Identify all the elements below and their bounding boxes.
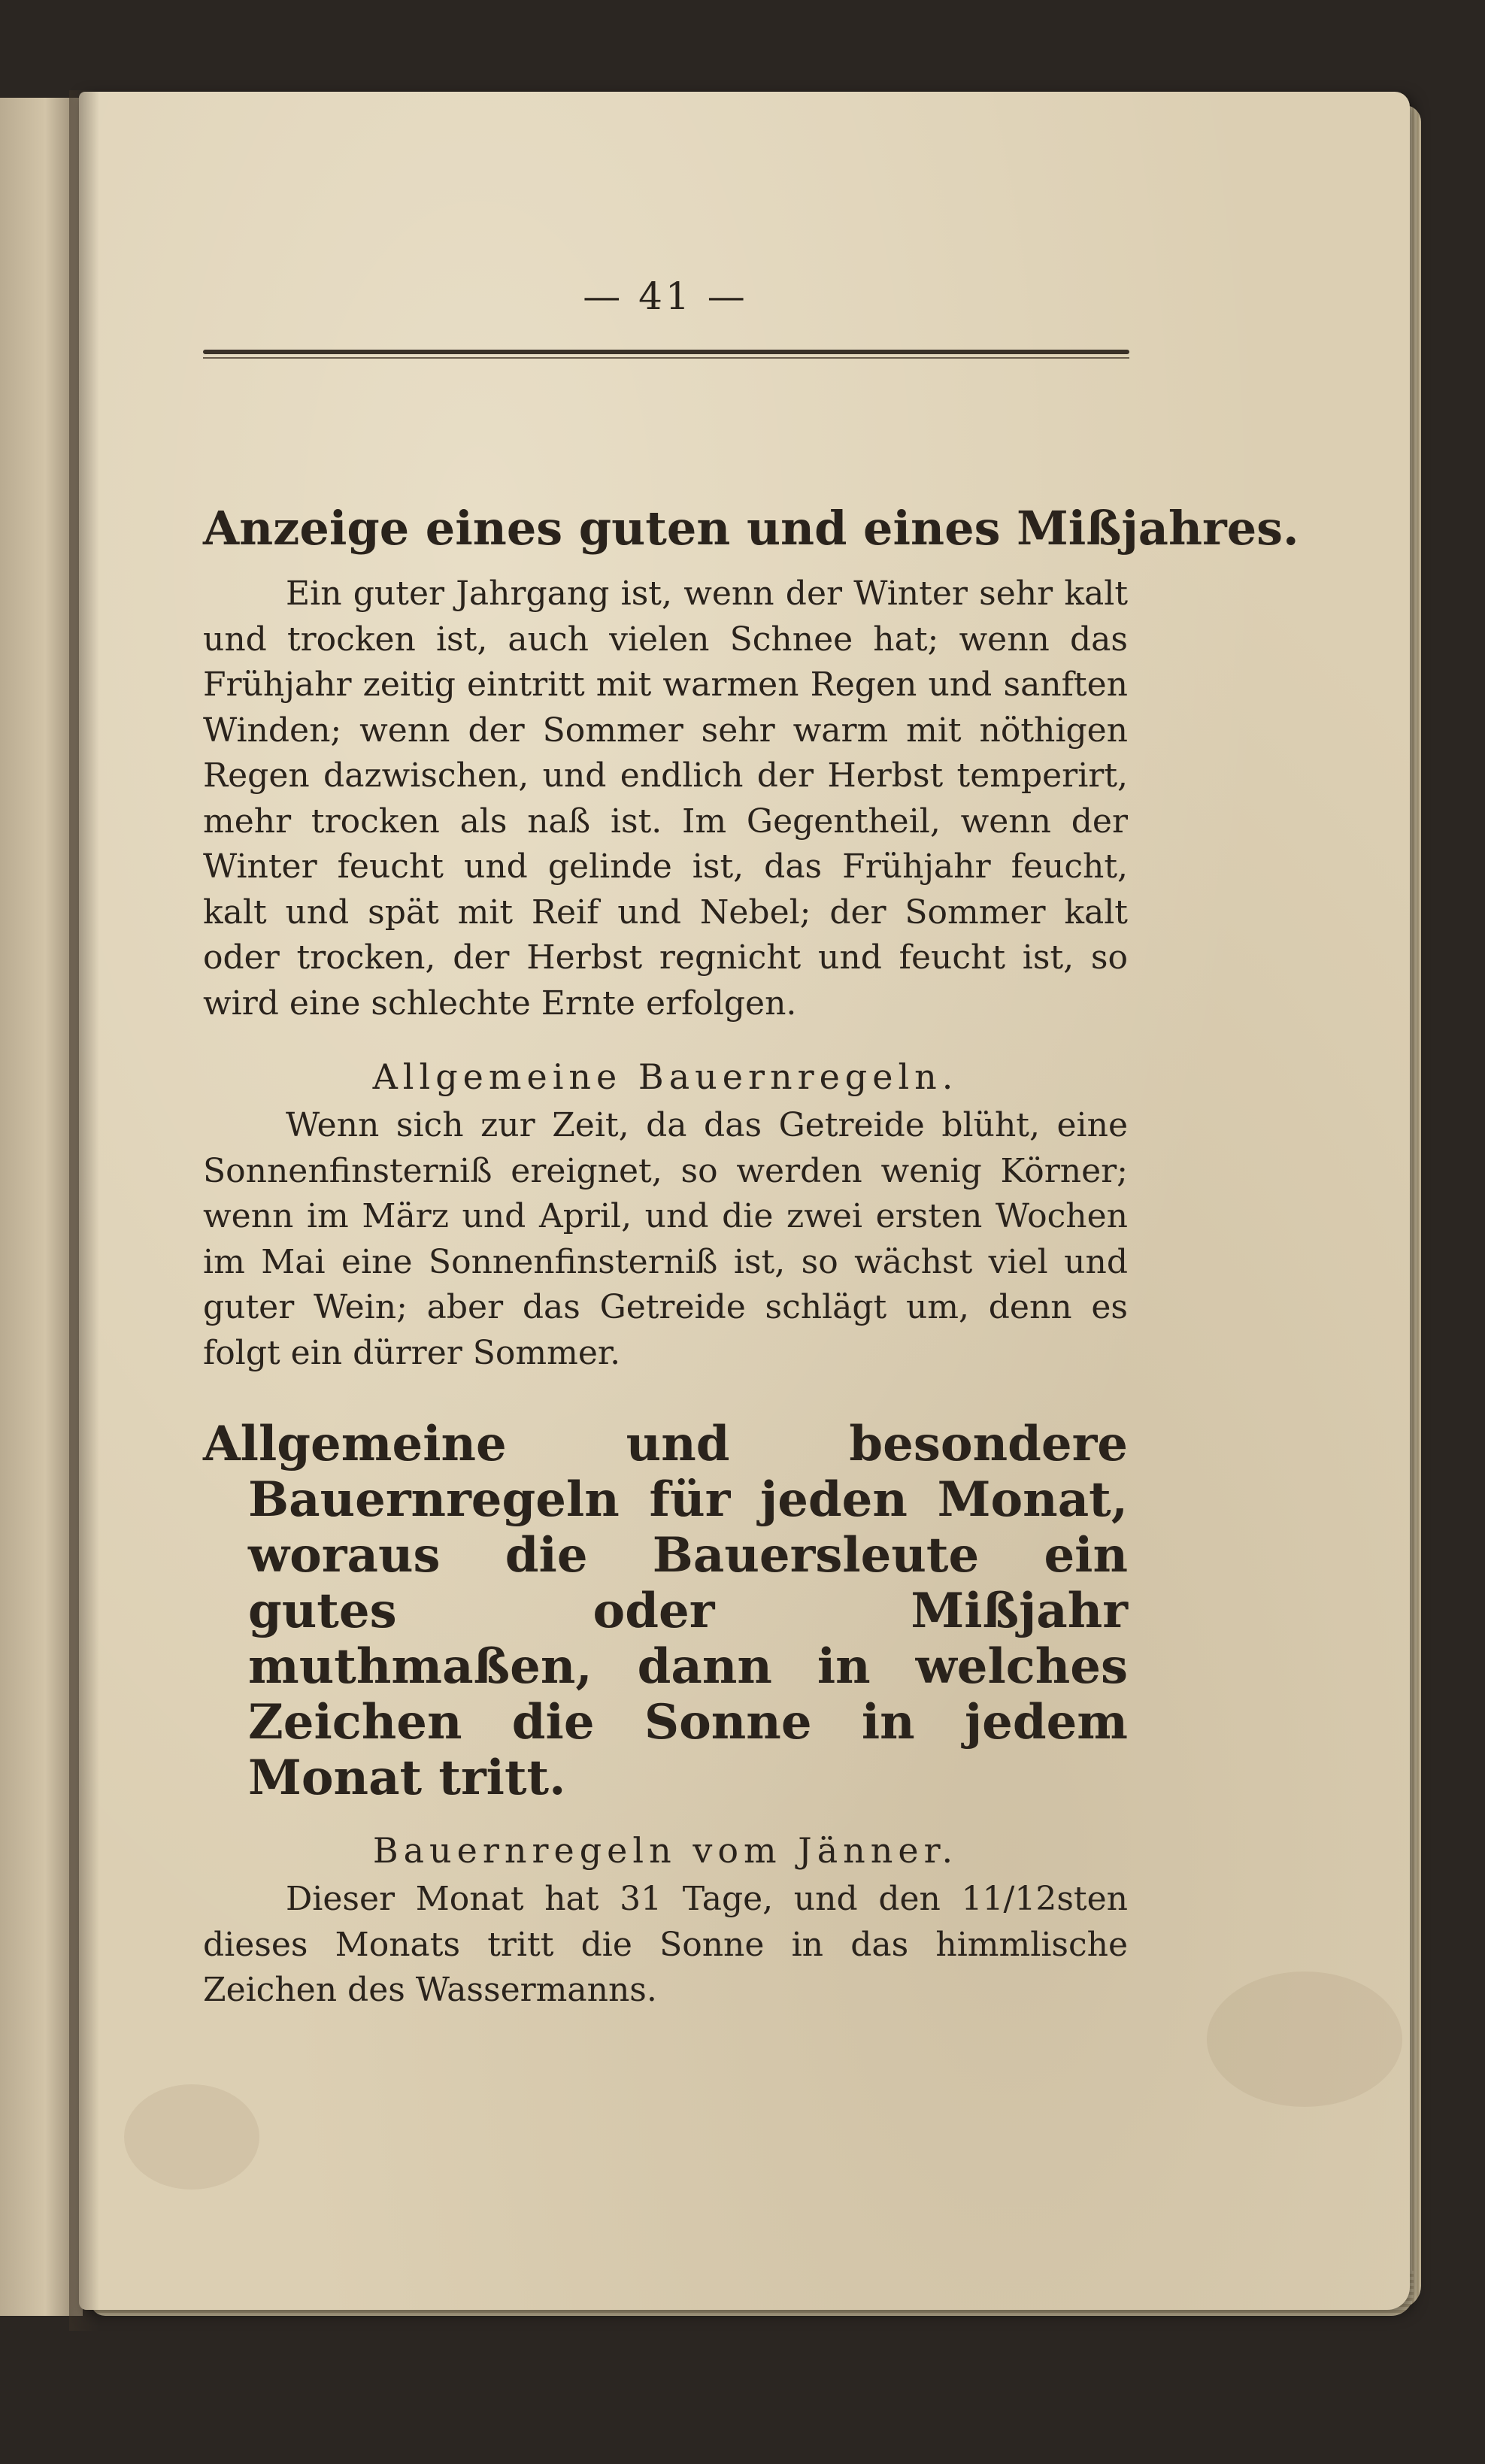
- body-paragraph: Ein guter Jahrgang ist, wenn der Winter sehr kalt und trocken ist, auch vielen Schnee hat; wenn das Frühjahr zeitig eintritt mit warmen Regen und sanften Winden; wenn der Sommer sehr warm mit nöthigen Regen dazwischen, und endlich der Herbst temperirt, mehr trocken als naß ist. Im Gegentheil, wenn der Winter feucht und gelinde ist, das Frühjahr feucht, kalt und spät mit Reif und Nebel; der Sommer kalt oder trocken, der Herbst regnicht und feucht ist, so wird eine schlechte Ernte erfolgen.: [203, 574, 1128, 1023]
- body-paragraph: Dieser Monat hat 31 Tage, und den 11/12sten dieses Monats tritt die Sonne in das himmlische Zeichen des Wassermanns.: [203, 1880, 1128, 2010]
- body-paragraph: Wenn sich zur Zeit, da das Getreide blüht, eine Sonnenfinsterniß ereignet, so werden wenig Körner; wenn im März und April, und die zwei ersten Wochen im Mai eine Sonnenfinsterniß ist, so wächst viel und guter Wein; aber das Getreide schlägt um, denn es folgt ein dürrer Sommer.: [203, 1106, 1128, 1372]
- header-rule: [203, 350, 1129, 354]
- paper-stain: [124, 2084, 259, 2190]
- subheading: Bauernregeln vom Jänner.: [372, 1830, 959, 1871]
- page-text: [203, 274, 1299, 2014]
- section-heading: Allgemeine und besondere Bauernregeln für jeden Monat, woraus die Bauersleute ein gutes oder Mißjahr muthmaßen, dann in welches Zeichen die Sonne in jedem Monat tritt.: [203, 1416, 1128, 1807]
- header-rule-thin: [203, 357, 1129, 359]
- paper-stain: [1207, 1972, 1402, 2107]
- page-number: — 41 —: [583, 274, 748, 318]
- spine-shadow: [69, 90, 99, 2331]
- section-heading: Anzeige eines guten und eines Mißjahres.: [203, 501, 1299, 556]
- subheading: Allgemeine Bauernregeln.: [372, 1056, 959, 1098]
